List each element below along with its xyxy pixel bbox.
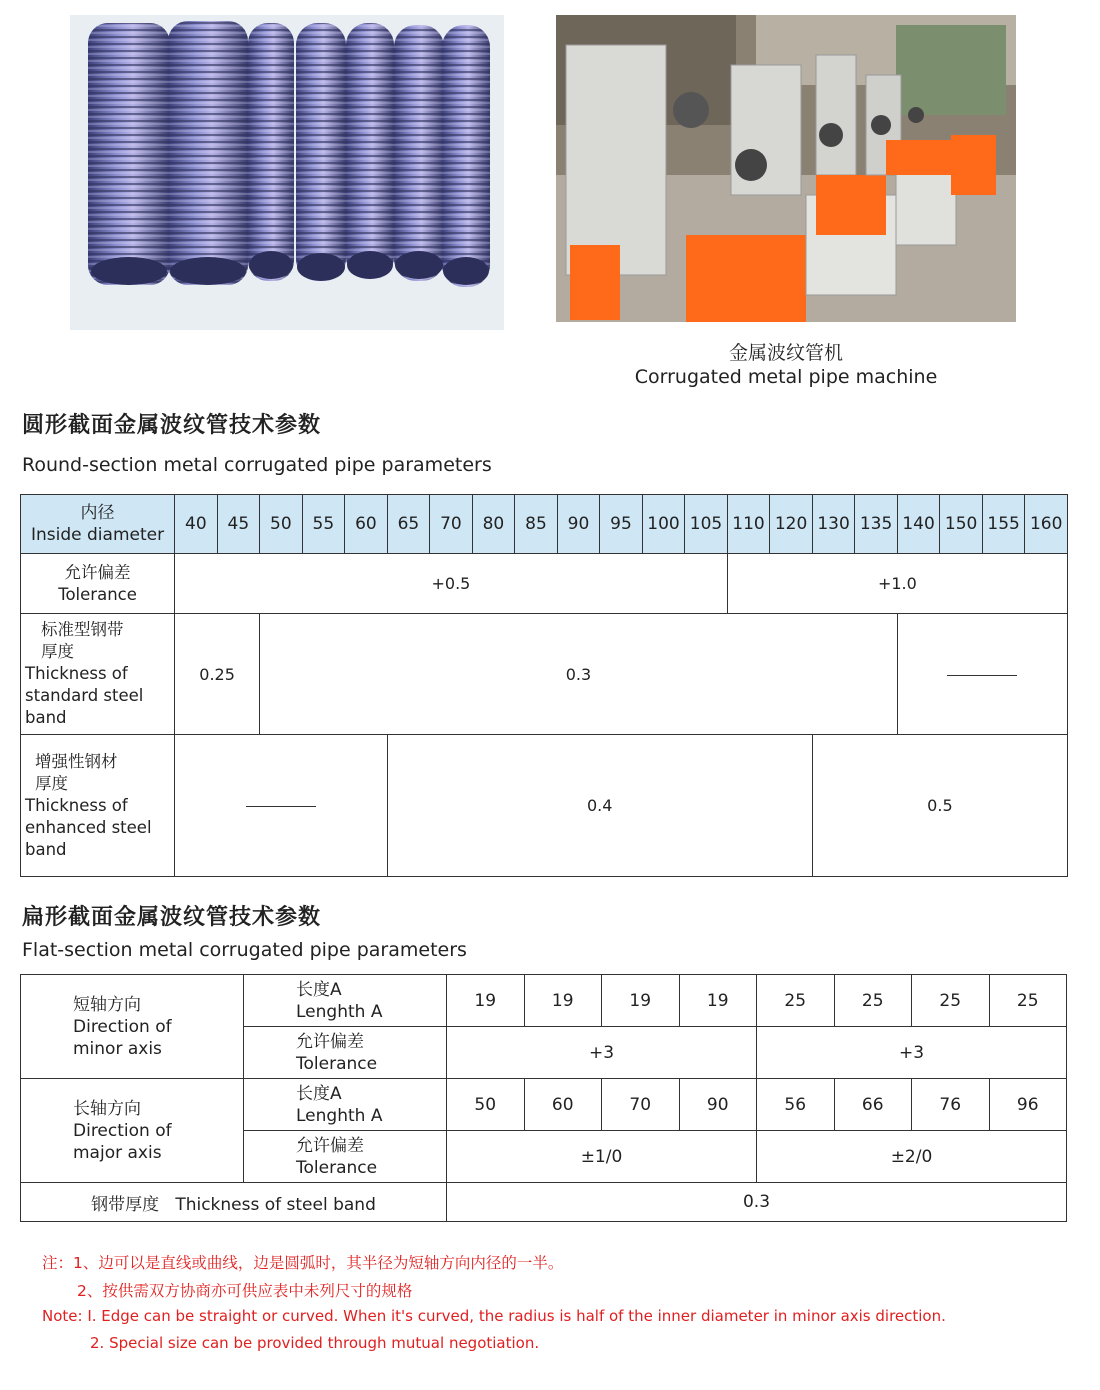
pipe-machine-illustration xyxy=(556,15,1016,322)
minor-length-cell: 19 xyxy=(602,975,680,1027)
diameter-cell: 45 xyxy=(217,495,260,554)
diameter-cell: 55 xyxy=(302,495,345,554)
minor-length-cell: 25 xyxy=(989,975,1067,1027)
major-length-cell: 66 xyxy=(834,1079,912,1131)
diameter-cell: 140 xyxy=(897,495,940,554)
minor-length-row xyxy=(21,975,1067,1027)
tolerance-value-1: +0.5 xyxy=(175,554,728,614)
minor-length-cell: 19 xyxy=(447,975,525,1027)
round-section-title-en: Round-section metal corrugated pipe parameters xyxy=(22,454,492,476)
major-length-cell: 70 xyxy=(602,1079,680,1131)
diameter-cell: 85 xyxy=(515,495,558,554)
diameter-cell: 80 xyxy=(472,495,515,554)
major-length-cell: 56 xyxy=(757,1079,835,1131)
minor-length-cell: 25 xyxy=(757,975,835,1027)
machine-caption-cn: 金属波纹管机 xyxy=(728,342,843,364)
major-length-cell: 90 xyxy=(679,1079,757,1131)
diameter-cell: 105 xyxy=(685,495,728,554)
diameter-cell: 70 xyxy=(430,495,473,554)
minor-length-label: 长度A Lenghth A xyxy=(244,975,447,1027)
diameter-cell: 50 xyxy=(260,495,303,554)
major-length-cell: 76 xyxy=(912,1079,990,1131)
standard-thickness-blank xyxy=(897,614,1067,735)
flat-section-title-cn: 扁形截面金属波纹管技术参数 xyxy=(22,905,322,930)
steel-band-thickness-label: 钢带厚度 Thickness of steel band xyxy=(21,1183,447,1222)
flat-section-table xyxy=(20,974,1067,1222)
minor-axis-label: 短轴方向 Direction of minor axis xyxy=(21,975,244,1079)
diameter-cell: 60 xyxy=(345,495,388,554)
standard-thickness-row xyxy=(21,614,1068,735)
major-length-cell: 96 xyxy=(989,1079,1067,1131)
diameter-cell: 90 xyxy=(557,495,600,554)
major-length-label: 长度A Lenghth A xyxy=(244,1079,447,1131)
major-length-cell: 50 xyxy=(447,1079,525,1131)
enhanced-thickness-row xyxy=(21,735,1068,877)
diameter-cell: 155 xyxy=(982,495,1025,554)
standard-thickness-label: 标准型钢带 厚度 Thickness of standard steel band xyxy=(21,614,175,735)
steel-band-thickness-row xyxy=(21,1183,1067,1222)
diameter-cell: 40 xyxy=(175,495,218,554)
machine-caption-en: Corrugated metal pipe machine xyxy=(634,366,938,388)
minor-length-cell: 25 xyxy=(912,975,990,1027)
enhanced-thickness-value-1: 0.4 xyxy=(387,735,812,877)
note-cn-2: 2、按供需双方协商亦可供应表中未列尺寸的规格 xyxy=(77,1282,413,1300)
inside-diameter-label: 内径 Inside diameter xyxy=(21,495,175,554)
major-tolerance-value-2: ±2/0 xyxy=(757,1131,1067,1183)
note-en-2: 2. Special size can be provided through mutual negotiation. xyxy=(90,1334,540,1352)
diameter-cell: 160 xyxy=(1025,495,1068,554)
standard-thickness-value-2: 0.3 xyxy=(260,614,898,735)
diameter-cell: 100 xyxy=(642,495,685,554)
diameter-cell: 135 xyxy=(855,495,898,554)
tolerance-row xyxy=(21,554,1068,614)
major-tolerance-label: 允许偏差 Tolerance xyxy=(244,1131,447,1183)
note-en-1: Note: I. Edge can be straight or curved. When it's curved, the radius is half of the inner diameter in minor axis direction. xyxy=(42,1307,946,1325)
major-length-cell: 60 xyxy=(524,1079,602,1131)
corrugated-pipes-photo xyxy=(70,15,504,330)
round-section-title-cn: 圆形截面金属波纹管技术参数 xyxy=(22,413,322,438)
pipe-machine-photo xyxy=(556,15,1016,322)
enhanced-thickness-label: 增强性钢材 厚度 Thickness of enhanced steel band xyxy=(21,735,175,877)
tolerance-value-2: +1.0 xyxy=(727,554,1067,614)
diameter-cell: 65 xyxy=(387,495,430,554)
flat-section-title-en: Flat-section metal corrugated pipe parameters xyxy=(22,939,467,961)
minor-length-cell: 19 xyxy=(679,975,757,1027)
minor-tolerance-value-2: +3 xyxy=(757,1027,1067,1079)
minor-length-cell: 19 xyxy=(524,975,602,1027)
inside-diameter-row xyxy=(21,495,1068,554)
diameter-cell: 120 xyxy=(770,495,813,554)
tolerance-label: 允许偏差 Tolerance xyxy=(21,554,175,614)
minor-tolerance-label: 允许偏差 Tolerance xyxy=(244,1027,447,1079)
note-cn-1: 注：1、边可以是直线或曲线，边是圆弧时，其半径为短轴方向内径的一半。 xyxy=(42,1254,564,1272)
enhanced-thickness-value-2: 0.5 xyxy=(812,735,1067,877)
major-tolerance-value-1: ±1/0 xyxy=(447,1131,757,1183)
major-length-row xyxy=(21,1079,1067,1131)
major-axis-label: 长轴方向 Direction of major axis xyxy=(21,1079,244,1183)
corrugated-pipes-illustration xyxy=(70,15,504,330)
diameter-cell: 130 xyxy=(812,495,855,554)
standard-thickness-value-1: 0.25 xyxy=(175,614,260,735)
minor-length-cell: 25 xyxy=(834,975,912,1027)
diameter-cell: 150 xyxy=(940,495,983,554)
diameter-cell: 110 xyxy=(727,495,770,554)
dash-mark xyxy=(246,806,316,807)
dash-mark xyxy=(947,675,1017,676)
round-section-table xyxy=(20,494,1068,877)
steel-band-thickness-value: 0.3 xyxy=(447,1183,1067,1222)
diameter-cell: 95 xyxy=(600,495,643,554)
minor-tolerance-value-1: +3 xyxy=(447,1027,757,1079)
enhanced-thickness-blank xyxy=(175,735,388,877)
